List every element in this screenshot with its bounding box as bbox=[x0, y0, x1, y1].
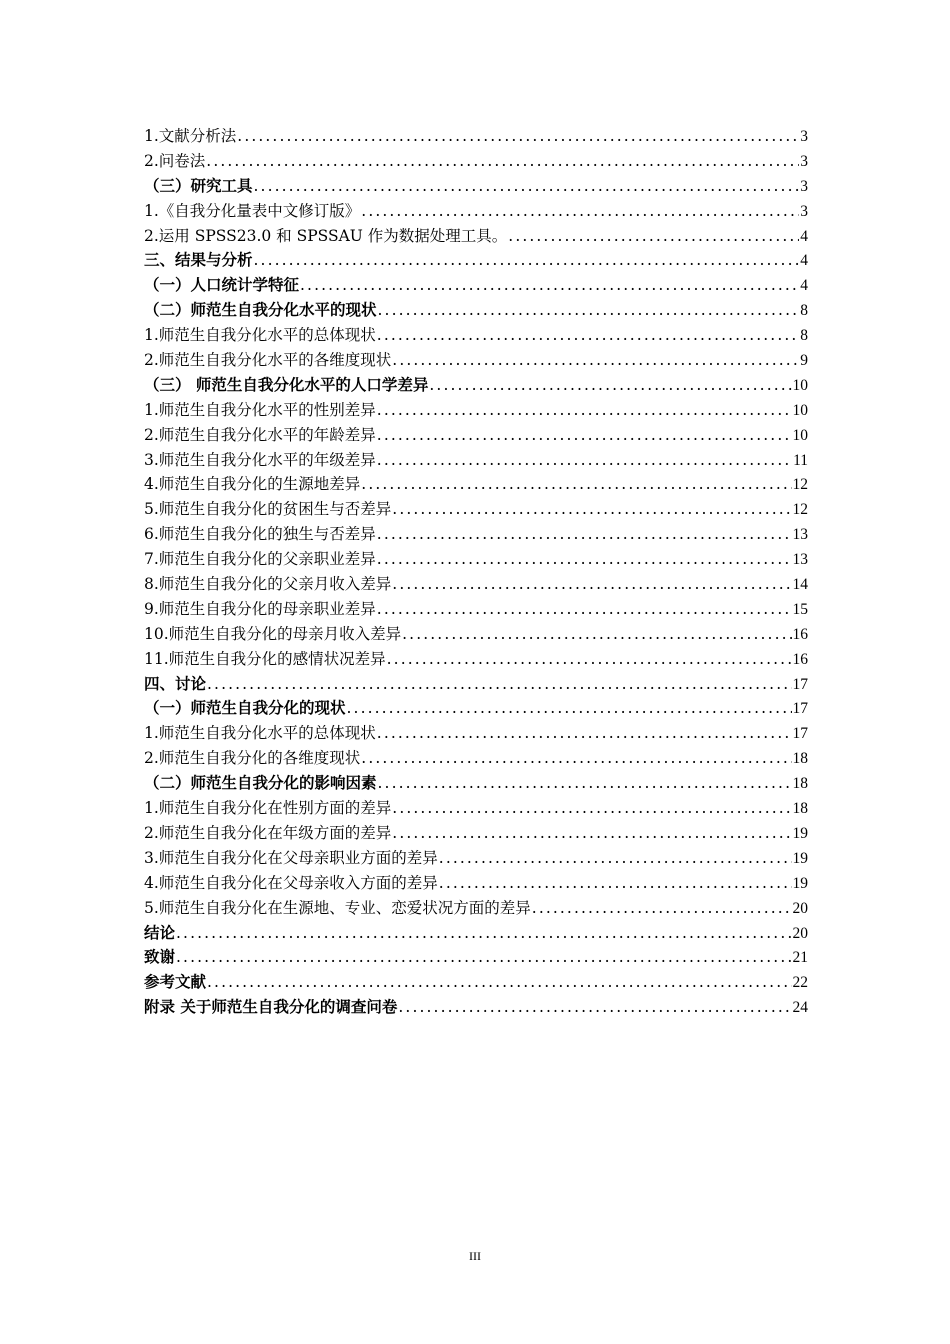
toc-dot-leader bbox=[378, 301, 800, 319]
toc-entry-title: 三、结果与分析 bbox=[144, 250, 253, 270]
toc-dot-leader bbox=[361, 749, 791, 767]
toc-dot-leader bbox=[254, 177, 800, 195]
toc-dot-leader bbox=[392, 500, 791, 518]
toc-dot-leader bbox=[176, 948, 791, 966]
toc-entry-title: 2.运用 SPSS23.0 和 SPSSAU 作为数据处理工具。 bbox=[144, 226, 508, 245]
toc-entry-title: 1.师范生自我分化水平的性别差异 bbox=[144, 400, 376, 419]
toc-entry[interactable] bbox=[144, 522, 808, 547]
toc-entry[interactable] bbox=[144, 871, 808, 896]
toc-entry-title: 8.师范生自我分化的父亲月收入差异 bbox=[144, 575, 392, 594]
toc-entry-page: 24 bbox=[792, 999, 808, 1017]
toc-dot-leader bbox=[207, 973, 791, 991]
toc-dot-leader bbox=[377, 401, 792, 419]
toc-entry[interactable] bbox=[144, 472, 808, 497]
toc-entry-title: 10.师范生自我分化的母亲月收入差异 bbox=[144, 624, 402, 643]
toc-entry-title: 5.师范生自我分化在生源地、专业、恋爱状况方面的差异 bbox=[144, 898, 531, 917]
toc-dot-leader bbox=[377, 426, 792, 444]
toc-entry[interactable] bbox=[144, 423, 808, 448]
toc-entry-page: 20 bbox=[792, 899, 808, 917]
toc-entry[interactable] bbox=[144, 821, 808, 846]
toc-entry-title: （二）师范生自我分化水平的现状 bbox=[144, 300, 377, 320]
toc-entry[interactable] bbox=[144, 970, 808, 995]
toc-dot-leader bbox=[387, 650, 792, 668]
toc-entry-title: （三）研究工具 bbox=[144, 175, 253, 195]
toc-entry-title: （三） 师范生自我分化水平的人口学差异 bbox=[144, 374, 429, 394]
toc-dot-leader bbox=[378, 774, 792, 792]
toc-entry[interactable] bbox=[144, 945, 808, 970]
toc-entry-page: 4 bbox=[800, 252, 808, 270]
toc-entry-title: 结论 bbox=[144, 922, 176, 942]
toc-entry-title: 2.师范生自我分化的各维度现状 bbox=[144, 749, 361, 768]
toc-entry[interactable] bbox=[144, 746, 808, 771]
toc-entry[interactable] bbox=[144, 597, 808, 622]
toc-entry[interactable] bbox=[144, 647, 808, 672]
toc-entry-title: 2.师范生自我分化在年级方面的差异 bbox=[144, 823, 392, 842]
toc-entry[interactable] bbox=[144, 921, 808, 946]
toc-entry-page: 17 bbox=[792, 675, 808, 693]
toc-entry-title: 5.师范生自我分化的贫困生与否差异 bbox=[144, 500, 392, 519]
toc-dot-leader bbox=[377, 525, 792, 543]
toc-entry-title: 1.师范生自我分化水平的总体现状 bbox=[144, 724, 376, 743]
toc-entry-page: 18 bbox=[792, 800, 808, 818]
toc-entry[interactable] bbox=[144, 672, 808, 697]
toc-dot-leader bbox=[361, 202, 799, 220]
toc-entry[interactable] bbox=[144, 896, 808, 921]
toc-entry[interactable] bbox=[144, 373, 808, 398]
toc-entry-page: 13 bbox=[792, 551, 808, 569]
toc-dot-leader bbox=[176, 924, 791, 942]
toc-dot-leader bbox=[398, 998, 791, 1016]
toc-entry-title: 致谢 bbox=[144, 947, 176, 967]
toc-dot-leader bbox=[429, 376, 791, 394]
toc-entry-page: 16 bbox=[792, 625, 808, 643]
toc-dot-leader bbox=[377, 600, 792, 618]
toc-dot-leader bbox=[300, 276, 799, 294]
toc-entry[interactable] bbox=[144, 398, 808, 423]
toc-entry[interactable] bbox=[144, 497, 808, 522]
toc-entry-page: 16 bbox=[792, 650, 808, 668]
toc-entry[interactable] bbox=[144, 846, 808, 871]
toc-dot-leader bbox=[377, 326, 799, 344]
toc-entry[interactable] bbox=[144, 696, 808, 721]
toc-entry-title: 3.师范生自我分化水平的年级差异 bbox=[144, 450, 376, 469]
toc-entry[interactable] bbox=[144, 323, 808, 348]
toc-entry-title: 2.师范生自我分化水平的年龄差异 bbox=[144, 425, 376, 444]
toc-entry-page: 12 bbox=[792, 476, 808, 494]
toc-entry-page: 17 bbox=[792, 700, 808, 718]
toc-entry-page: 10 bbox=[792, 376, 808, 394]
toc-entry[interactable] bbox=[144, 273, 808, 298]
toc-entry-page: 17 bbox=[792, 725, 808, 743]
toc-dot-leader bbox=[361, 475, 791, 493]
toc-entry[interactable] bbox=[144, 298, 808, 323]
toc-entry-title: 附录 关于师范生自我分化的调查问卷 bbox=[144, 997, 398, 1017]
toc-entry[interactable] bbox=[144, 572, 808, 597]
toc-entry-page: 19 bbox=[792, 874, 808, 892]
toc-entry-page: 10 bbox=[792, 401, 808, 419]
toc-entry[interactable] bbox=[144, 622, 808, 647]
toc-entry-title: 3.师范生自我分化在父母亲职业方面的差异 bbox=[144, 848, 438, 867]
toc-entry-page: 8 bbox=[800, 302, 808, 320]
toc-dot-leader bbox=[402, 625, 791, 643]
toc-entry-title: 11.师范生自我分化的感情状况差异 bbox=[144, 649, 386, 668]
toc-entry[interactable] bbox=[144, 124, 808, 149]
toc-entry-title: 1.师范生自我分化在性别方面的差异 bbox=[144, 799, 392, 818]
toc-entry-page: 22 bbox=[792, 974, 808, 992]
toc-dot-leader bbox=[508, 227, 799, 245]
toc-dot-leader bbox=[532, 899, 792, 917]
toc-dot-leader bbox=[377, 550, 792, 568]
toc-dot-leader bbox=[237, 127, 799, 145]
toc-entry[interactable] bbox=[144, 721, 808, 746]
toc-entry[interactable] bbox=[144, 149, 808, 174]
toc-entry-page: 10 bbox=[792, 426, 808, 444]
toc-entry[interactable] bbox=[144, 771, 808, 796]
toc-entry[interactable] bbox=[144, 174, 808, 199]
toc-entry-title: 4.师范生自我分化的生源地差异 bbox=[144, 475, 361, 494]
page-number: III bbox=[469, 1249, 481, 1263]
toc-entry-page: 12 bbox=[792, 501, 808, 519]
toc-dot-leader bbox=[254, 251, 800, 269]
toc-dot-leader bbox=[392, 351, 799, 369]
toc-entry-title: （一）师范生自我分化的现状 bbox=[144, 698, 346, 718]
toc-dot-leader bbox=[206, 152, 799, 170]
toc-entry-page: 18 bbox=[792, 750, 808, 768]
toc-entry-page: 9 bbox=[800, 352, 808, 370]
toc-dot-leader bbox=[392, 575, 791, 593]
toc-entry-title: 6.师范生自我分化的独生与否差异 bbox=[144, 525, 376, 544]
toc-entry[interactable] bbox=[144, 796, 808, 821]
toc-entry-page: 15 bbox=[792, 600, 808, 618]
toc-entry-title: 四、讨论 bbox=[144, 673, 207, 693]
toc-entry-title: 7.师范生自我分化的父亲职业差异 bbox=[144, 550, 376, 569]
toc-entry-title: 1.《自我分化量表中文修订版》 bbox=[144, 201, 361, 220]
toc-entry-page: 4 bbox=[800, 277, 808, 295]
toc-entry-page: 14 bbox=[792, 576, 808, 594]
toc-entry-page: 19 bbox=[792, 849, 808, 867]
toc-dot-leader bbox=[392, 799, 791, 817]
toc-entry-page: 11 bbox=[793, 451, 808, 469]
toc-entry[interactable] bbox=[144, 199, 808, 224]
toc-entry-title: 4.师范生自我分化在父母亲收入方面的差异 bbox=[144, 873, 438, 892]
toc-entry[interactable] bbox=[144, 348, 808, 373]
toc-dot-leader bbox=[439, 874, 792, 892]
toc-entry-title: 2.问卷法 bbox=[144, 151, 206, 170]
toc-entry[interactable] bbox=[144, 547, 808, 572]
toc-entry[interactable] bbox=[144, 224, 808, 249]
toc-entry-page: 3 bbox=[800, 177, 808, 195]
toc-entry-page: 18 bbox=[792, 775, 808, 793]
toc-dot-leader bbox=[377, 724, 792, 742]
toc-dot-leader bbox=[377, 451, 792, 469]
toc-entry-title: 2.师范生自我分化水平的各维度现状 bbox=[144, 351, 392, 370]
toc-dot-leader bbox=[207, 675, 791, 693]
toc-entry[interactable] bbox=[144, 448, 808, 473]
toc-entry-page: 3 bbox=[800, 128, 808, 145]
toc-entry-page: 20 bbox=[792, 924, 808, 942]
toc-dot-leader bbox=[439, 849, 792, 867]
toc-entry-title: 1.文献分析法 bbox=[144, 127, 237, 145]
toc-entry-title: （一）人口统计学特征 bbox=[144, 275, 300, 295]
toc-entry-page: 8 bbox=[800, 327, 808, 345]
toc-entry-title: 1.师范生自我分化水平的总体现状 bbox=[144, 326, 376, 345]
toc-entry-page: 19 bbox=[792, 824, 808, 842]
toc-entry-page: 21 bbox=[792, 949, 808, 967]
toc-entry[interactable] bbox=[144, 248, 808, 273]
toc-entry-title: 参考文献 bbox=[144, 972, 207, 992]
toc-entry-title: 9.师范生自我分化的母亲职业差异 bbox=[144, 599, 376, 618]
toc-entry-page: 13 bbox=[792, 526, 808, 544]
toc-entry-page: 3 bbox=[800, 152, 808, 170]
toc-dot-leader bbox=[392, 824, 791, 842]
toc-entry-title: （二）师范生自我分化的影响因素 bbox=[144, 773, 377, 793]
table-of-contents bbox=[144, 124, 808, 1020]
toc-entry-page: 3 bbox=[800, 202, 808, 220]
toc-entry[interactable] bbox=[144, 995, 808, 1020]
toc-entry-page: 4 bbox=[800, 227, 808, 245]
toc-dot-leader bbox=[347, 699, 792, 717]
